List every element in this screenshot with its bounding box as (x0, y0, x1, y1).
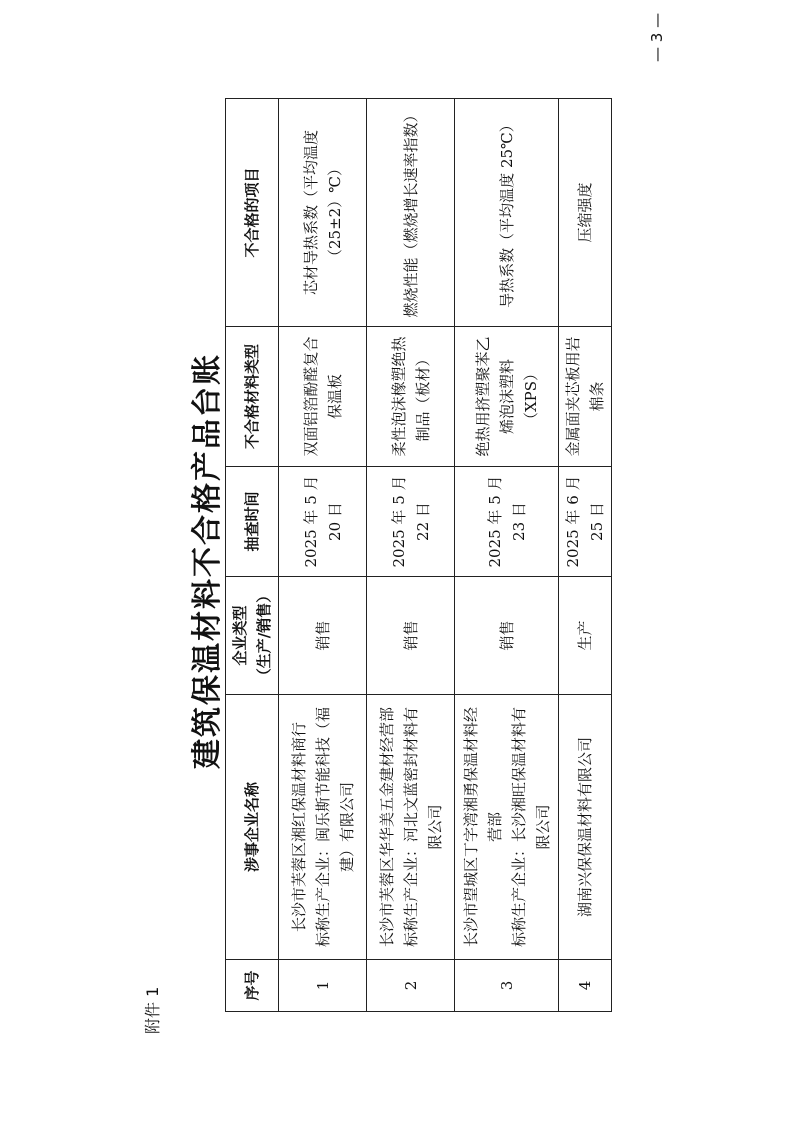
row-index: 2 (367, 960, 455, 1012)
table-row (279, 99, 367, 1012)
row-company (367, 695, 455, 960)
company-line: 长沙市望城区丁字湾湘勇保温材料经营部 (461, 707, 504, 948)
row-company (279, 695, 367, 960)
row-index: 4 (559, 960, 612, 1012)
header-material: 不合格材料类型 (226, 327, 279, 467)
company-line: 标称生产企业：长沙湘旺保温材料有限公司 (509, 707, 552, 948)
row-company (455, 695, 559, 960)
header-sample-time: 抽查时间 (226, 467, 279, 577)
attachment-label: 附件 1 (143, 986, 162, 1034)
row-sample-time: 2025 年 6 月 25 日 (559, 467, 612, 577)
table-row (455, 99, 559, 1012)
header-items: 不合格的项目 (226, 99, 279, 327)
company-line: 长沙市芙蓉区湘红保温材料商行 (289, 722, 308, 933)
header-index: 序号 (226, 960, 279, 1012)
table-header-row (226, 99, 279, 1012)
row-items: 导热系数（平均温度 25℃） (455, 99, 559, 327)
row-sample-time: 2025 年 5 月 20 日 (279, 467, 367, 577)
row-sample-time: 2025 年 5 月 22 日 (367, 467, 455, 577)
row-items: 芯材导热系数（平均温度（25±2）℃） (279, 99, 367, 327)
company-line: 长沙市芙蓉区华华美五金建材经营部 (377, 707, 396, 948)
row-type: 销售 (367, 577, 455, 695)
header-type (226, 577, 279, 695)
row-material: 双面铝箔酚醛复合保温板 (279, 327, 367, 467)
company-line: 标称生产企业：闽乐斯节能科技（福建）有限公司 (313, 707, 356, 948)
page-number: — 3 — (648, 12, 666, 62)
row-index: 1 (279, 960, 367, 1012)
company-line: 标称生产企业：河北文蓝密封材料有限公司 (401, 707, 444, 948)
row-company (559, 695, 612, 960)
row-type: 销售 (279, 577, 367, 695)
row-sample-time: 2025 年 5 月 23 日 (455, 467, 559, 577)
table-row (367, 99, 455, 1012)
header-company: 涉事企业名称 (226, 695, 279, 960)
row-items: 压缩强度 (559, 99, 612, 327)
row-material: 柔性泡沫橡塑绝热制品（板材） (367, 327, 455, 467)
ledger-table (225, 98, 612, 1012)
row-items: 燃烧性能（燃烧增长速率指数） (367, 99, 455, 327)
document-title: 建筑保温材料不合格产品台账 (190, 353, 225, 769)
row-material: 绝热用挤塑聚苯乙烯泡沫塑料（XPS） (455, 327, 559, 467)
row-material: 金属面夹芯板用岩棉条 (559, 327, 612, 467)
row-index: 3 (455, 960, 559, 1012)
header-type-line1: 企业类型 (231, 605, 249, 666)
row-type: 生产 (559, 577, 612, 695)
header-type-line2: （生产/销售） (255, 587, 273, 684)
company-line: 湖南兴保保温材料有限公司 (576, 737, 594, 918)
table-row (559, 99, 612, 1012)
row-type: 销售 (455, 577, 559, 695)
